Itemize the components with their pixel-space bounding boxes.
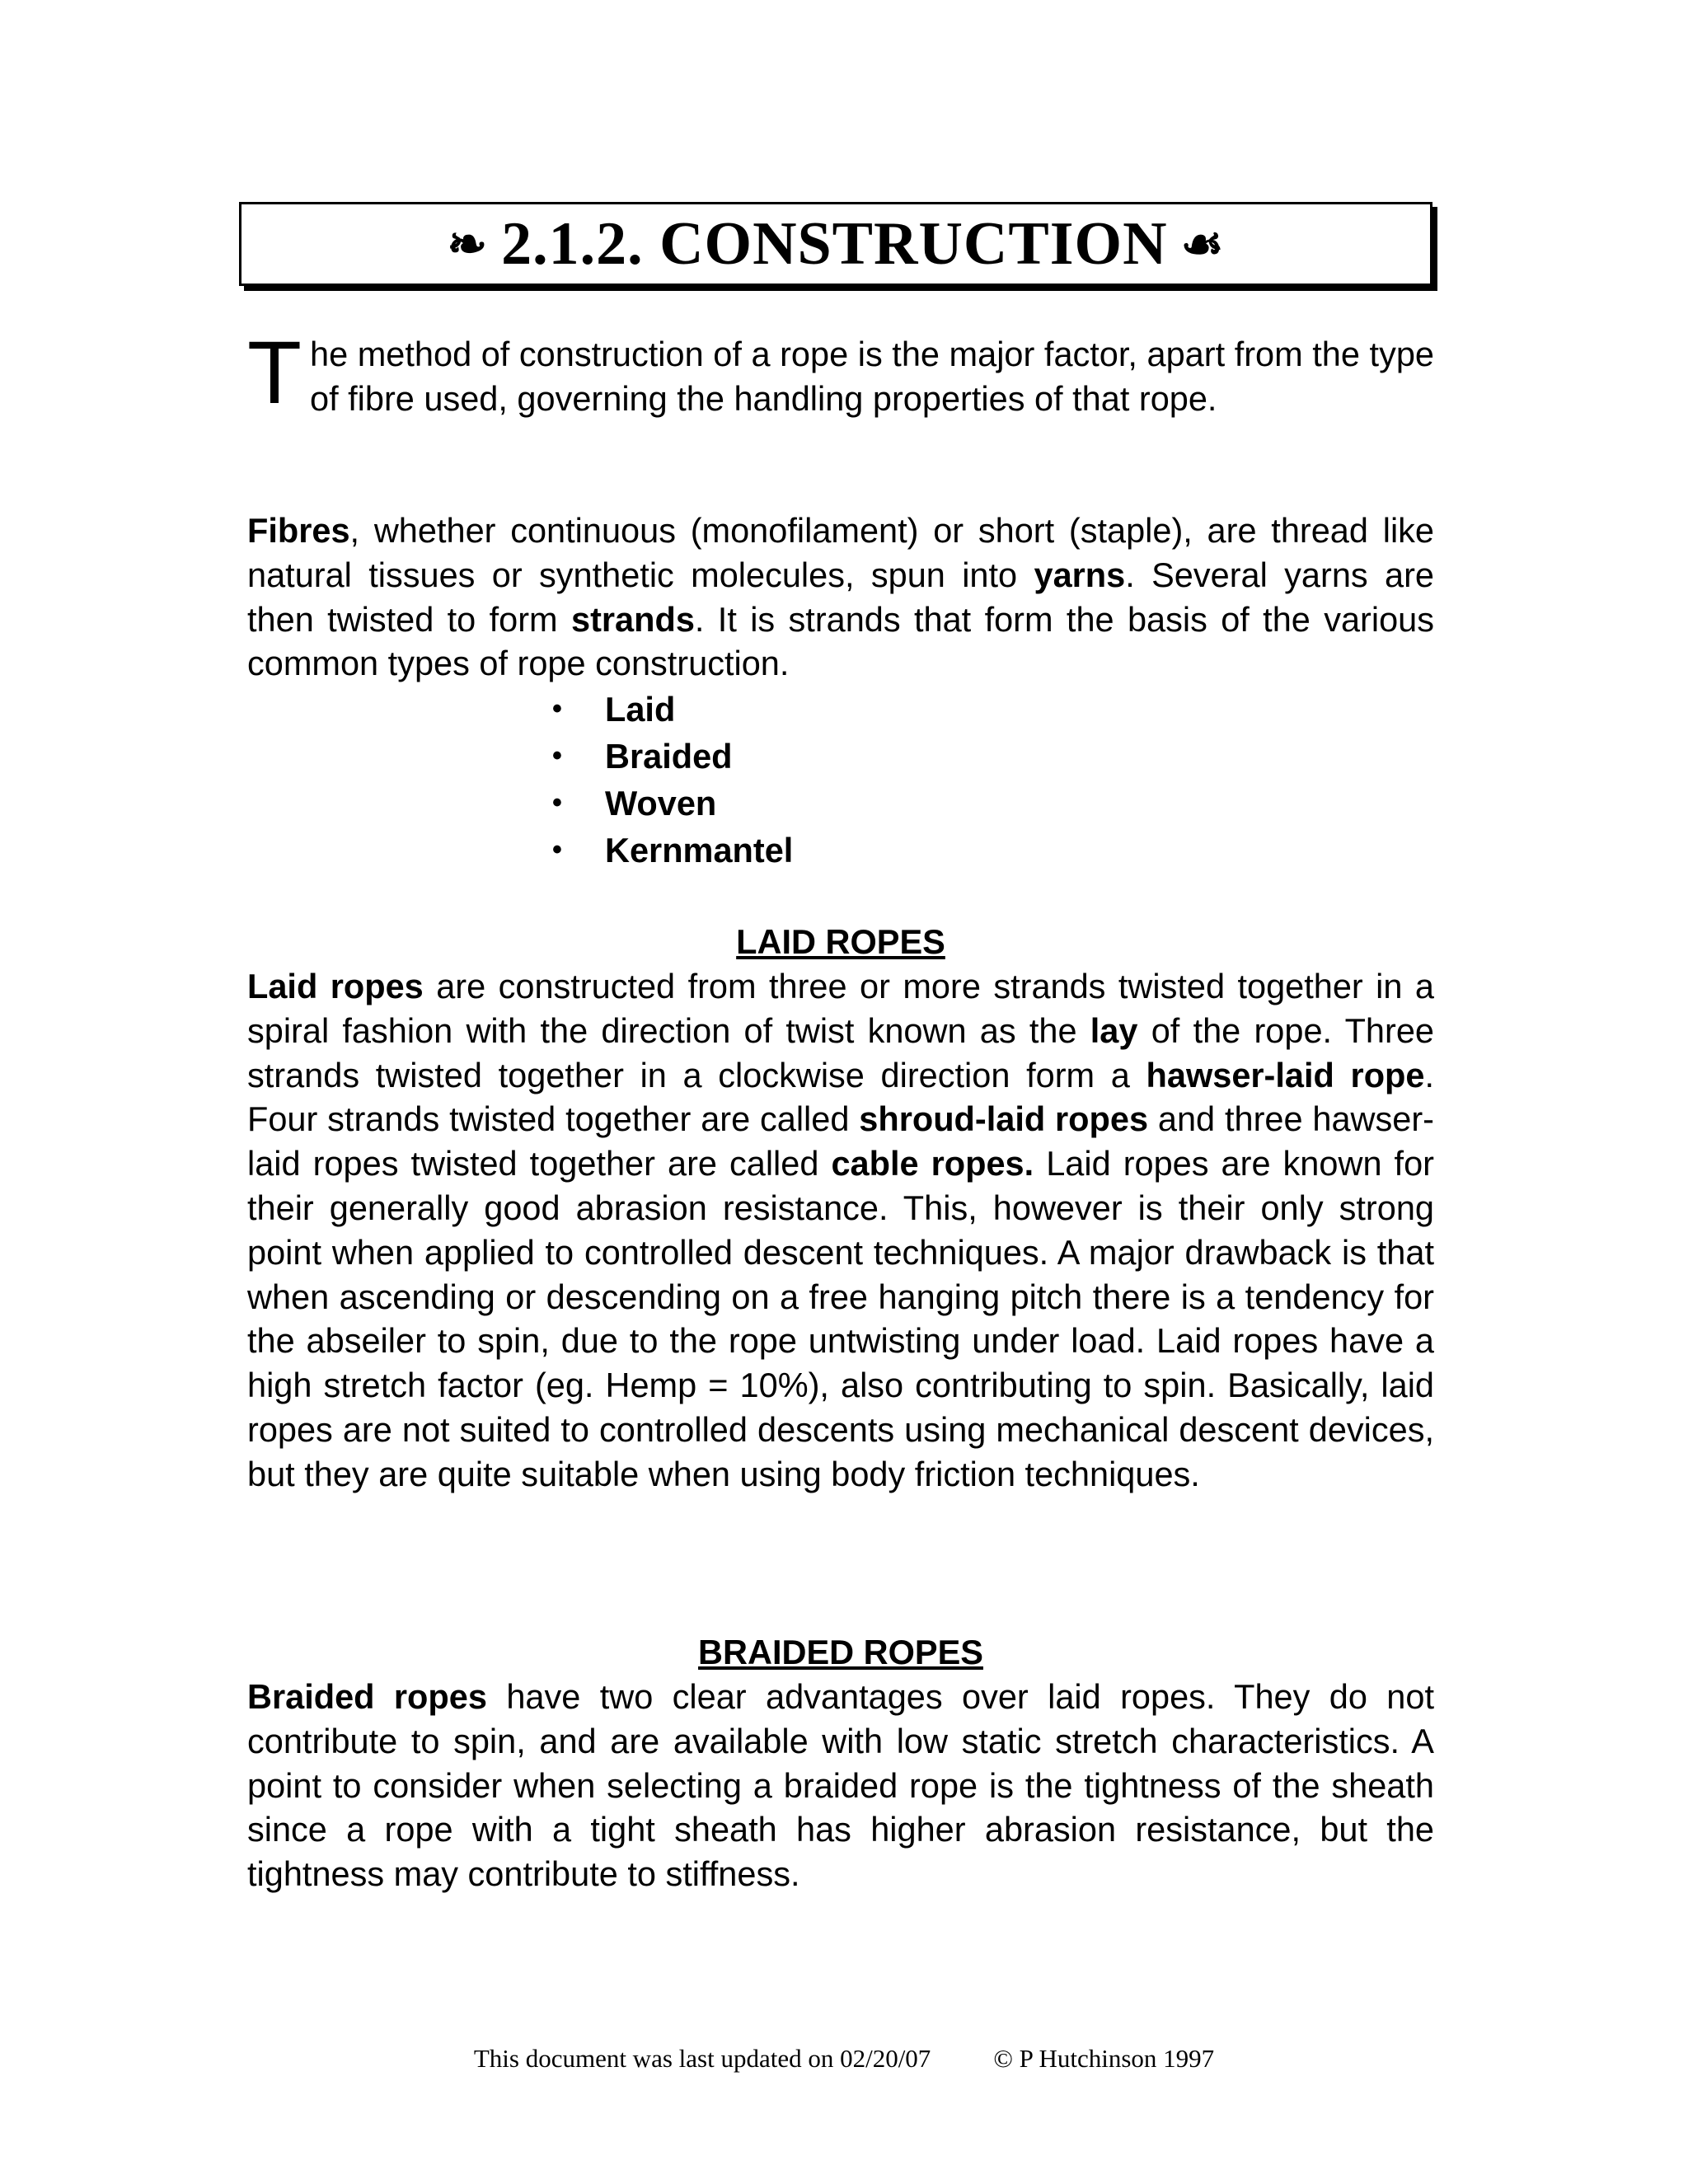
term-braided-ropes: Braided ropes bbox=[247, 1677, 487, 1716]
list-item-label: Woven bbox=[605, 784, 717, 823]
laid-ropes-heading: LAID ROPES bbox=[736, 922, 945, 961]
laid-text-4: and three hawser-laid ropes twisted together are called bbox=[247, 1099, 1434, 1183]
braided-ropes-heading: BRAIDED ROPES bbox=[698, 1633, 983, 1671]
laid-text-3: . Four strands twisted together are called bbox=[247, 1055, 1435, 1139]
drop-cap: T bbox=[247, 322, 302, 422]
term-fibres: Fibres bbox=[247, 511, 350, 550]
fibres-paragraph bbox=[247, 509, 1434, 686]
bullet-icon: • bbox=[552, 787, 562, 818]
copyright-text: © P Hutchinson 1997 bbox=[993, 2044, 1215, 2073]
term-hawser-laid-rope: hawser-laid rope bbox=[1146, 1055, 1425, 1094]
term-shroud-laid-ropes: shroud-laid ropes bbox=[859, 1099, 1149, 1139]
list-item bbox=[552, 780, 793, 827]
last-updated-text: This document was last updated on 02/20/07 bbox=[473, 2044, 931, 2073]
braided-ropes-paragraph bbox=[247, 1675, 1434, 1896]
term-yarns: yarns bbox=[1034, 555, 1126, 594]
left-ornament-icon: ❧ bbox=[447, 218, 489, 271]
section-title: 2.1.2. CONSTRUCTION bbox=[501, 209, 1168, 278]
laid-text-1: are constructed from three or more strands twisted together in a spiral fashion with the direction of twist known as the bbox=[247, 967, 1434, 1050]
page-footer bbox=[0, 2044, 1688, 2074]
term-cable-ropes: cable ropes. bbox=[831, 1144, 1034, 1183]
list-item-label: Kernmantel bbox=[605, 831, 794, 869]
laid-ropes-paragraph bbox=[247, 964, 1434, 1497]
construction-types-list bbox=[552, 686, 793, 874]
fibres-text-2: . Several yarns are then twisted to form bbox=[247, 555, 1435, 639]
intro-text: he method of construction of a rope is the major factor, apart from the type of fibre used, governing the handling properties of that rope. bbox=[309, 335, 1434, 418]
list-item bbox=[552, 733, 793, 780]
fibres-text-1: , whether continuous (monofilament) or short (staple), are thread like natural tissues or synthetic molecules, spun into bbox=[247, 511, 1434, 594]
bullet-icon: • bbox=[552, 693, 562, 724]
fibres-text-3: . It is strands that form the basis of the various common types of rope construction. bbox=[247, 599, 1435, 683]
list-item bbox=[552, 827, 793, 874]
braided-text-1: have two clear advantages over laid ropes. They do not contribute to spin, and are available with low static stretch characteristics. A point to consider when selecting a braided rope is the tightness of the sheath since a rope with a tight sheath has higher abrasion resistance, but the tightness may contribute to stiffness. bbox=[247, 1677, 1434, 1894]
section-title-box bbox=[239, 202, 1432, 286]
list-item-label: Braided bbox=[605, 737, 733, 776]
term-strands: strands bbox=[570, 599, 695, 639]
bullet-icon: • bbox=[552, 740, 562, 771]
laid-text-2: of the rope. Three strands twisted together in a clockwise direction form a bbox=[247, 1010, 1434, 1094]
intro-paragraph bbox=[247, 322, 1434, 422]
list-item bbox=[552, 686, 793, 733]
right-ornament-icon: ☙ bbox=[1180, 218, 1225, 271]
bullet-icon: • bbox=[552, 834, 562, 865]
list-item-label: Laid bbox=[605, 690, 676, 729]
term-lay: lay bbox=[1090, 1010, 1138, 1050]
laid-text-5: Laid ropes are known for their generally good abrasion resistance. This, however is their only strong point when applied to controlled descent techniques. A major drawback is that when ascending or descending on a free hanging pitch there is a tendency for the abseiler to spin, due to the rope untwisting under load. Laid ropes have a high stretch factor (eg. Hemp = 10%), also contributing to spin. Basically, laid ropes are not suited to controlled descents using mechanical descent devices, but they are quite suitable when using body friction techniques. bbox=[247, 1144, 1434, 1493]
term-laid-ropes: Laid ropes bbox=[247, 967, 424, 1005]
